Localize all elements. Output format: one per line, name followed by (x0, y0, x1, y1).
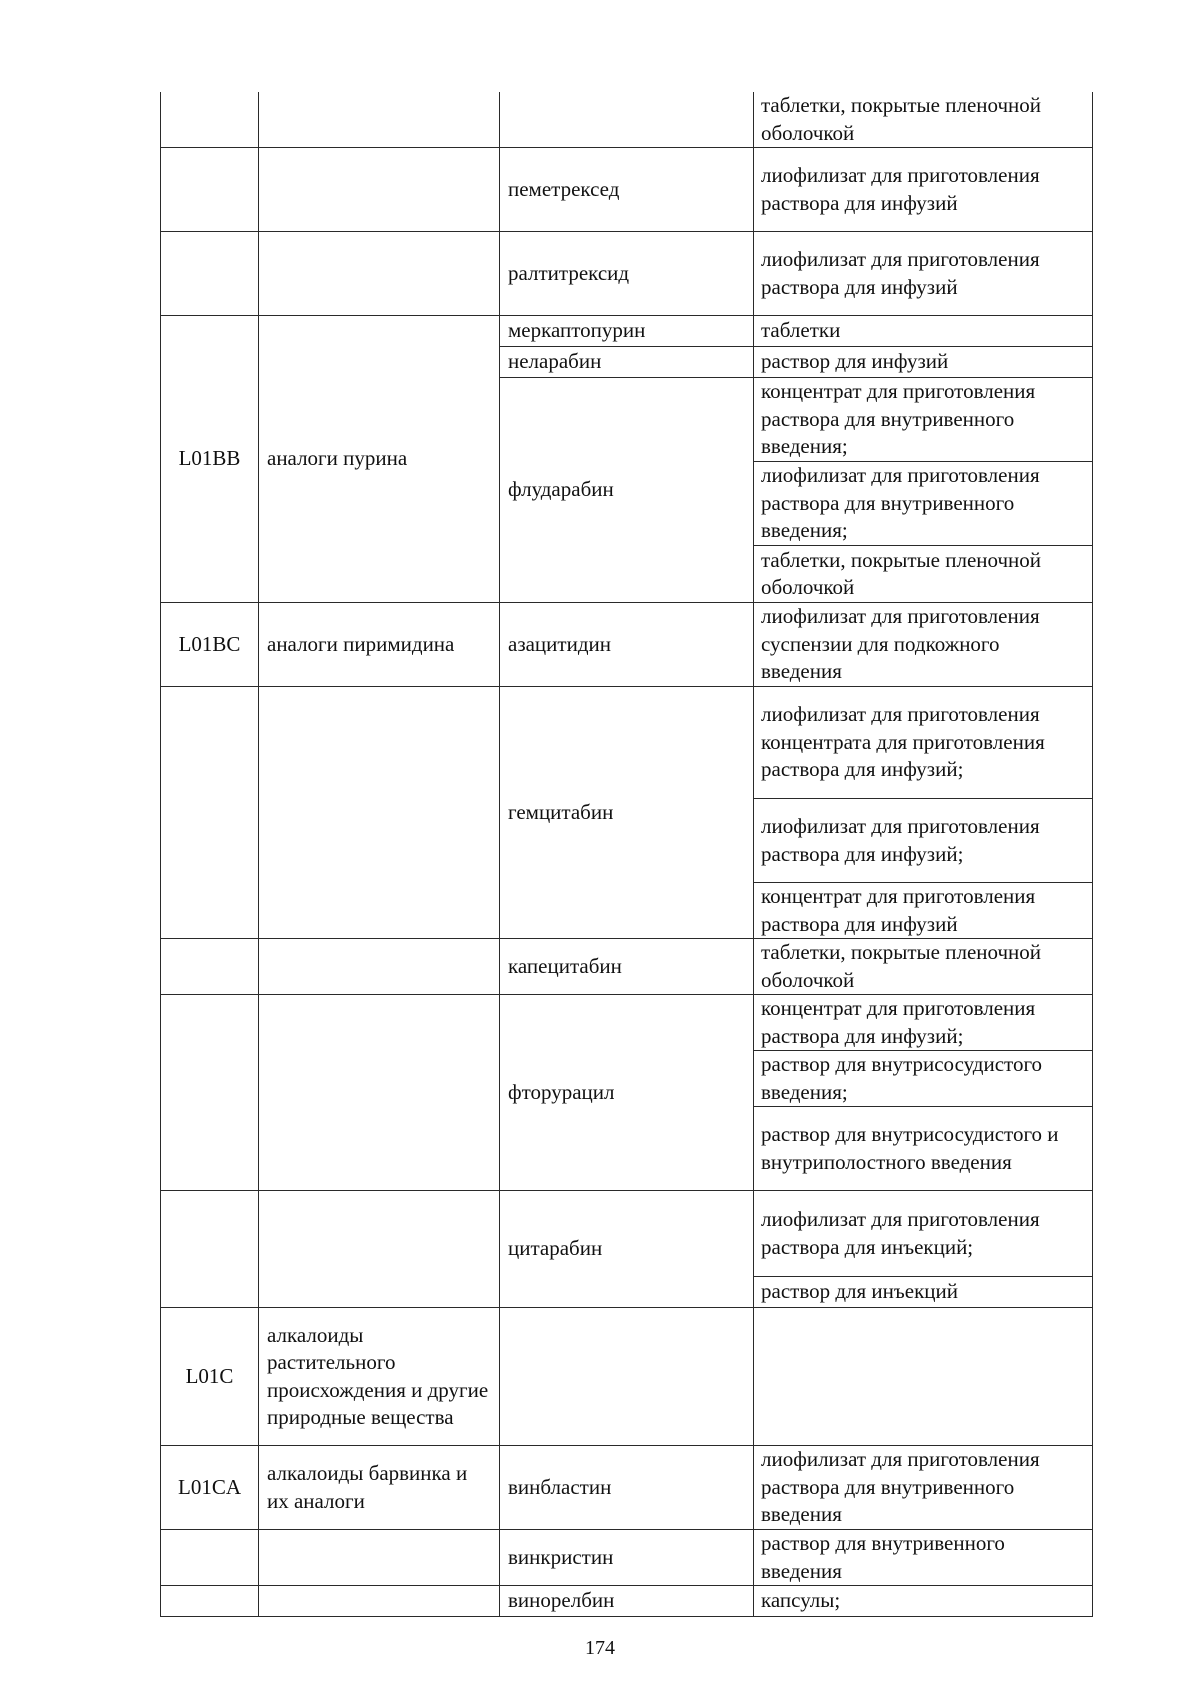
form-cell: лиофилизат для приготовления раствора для инфузий (754, 148, 1093, 232)
drug-cell: пеметрексед (500, 148, 754, 232)
atc-code-cell (161, 1191, 259, 1308)
table-row (161, 232, 1093, 316)
atc-code-cell: L01C (161, 1308, 259, 1446)
table-row (161, 1530, 1093, 1586)
group-cell (259, 1586, 500, 1617)
form-cell: таблетки, покрытые пленочной оболочкой (754, 939, 1093, 995)
group-cell: аналоги пиримидина (259, 603, 500, 687)
group-cell: алкалоиды растительного происхождения и другие природные вещества (259, 1308, 500, 1446)
atc-code-cell: L01BB (161, 316, 259, 603)
group-cell: аналоги пурина (259, 316, 500, 603)
drug-cell: гемцитабин (500, 687, 754, 939)
drug-cell (500, 1308, 754, 1446)
group-cell (259, 687, 500, 939)
form-cell: капсулы; (754, 1586, 1093, 1617)
form-cell (754, 1308, 1093, 1446)
table-row (161, 939, 1093, 995)
table-row (161, 1446, 1093, 1530)
form-cell: раствор для инфузий (754, 347, 1093, 378)
table-row (161, 148, 1093, 232)
atc-code-cell (161, 939, 259, 995)
drug-cell: винкристин (500, 1530, 754, 1586)
table-row (161, 1586, 1093, 1617)
table-row (161, 1308, 1093, 1446)
form-cell: лиофилизат для приготовления раствора для внутривенного введения; (754, 462, 1093, 546)
atc-code-cell (161, 1586, 259, 1617)
drug-cell: капецитабин (500, 939, 754, 995)
group-cell (259, 148, 500, 232)
atc-code-cell (161, 995, 259, 1191)
drug-cell: винбластин (500, 1446, 754, 1530)
drug-cell (500, 92, 754, 148)
form-cell: раствор для внутривенного введения (754, 1530, 1093, 1586)
group-cell (259, 1191, 500, 1308)
form-cell: концентрат для приготовления раствора для инфузий; (754, 995, 1093, 1051)
atc-code-cell (161, 232, 259, 316)
form-cell: лиофилизат для приготовления суспензии для подкожного введения (754, 603, 1093, 687)
form-cell: лиофилизат для приготовления раствора для инъекций; (754, 1191, 1093, 1277)
form-cell: раствор для инъекций (754, 1277, 1093, 1308)
group-cell (259, 1530, 500, 1586)
drug-cell: меркаптопурин (500, 316, 754, 347)
table-row (161, 92, 1093, 148)
form-cell: лиофилизат для приготовления раствора для инфузий; (754, 799, 1093, 883)
atc-code-cell: L01BC (161, 603, 259, 687)
form-cell: раствор для внутрисосудистого и внутриполостного введения (754, 1107, 1093, 1191)
drug-cell: флударабин (500, 378, 754, 603)
page-number: 174 (585, 1637, 615, 1659)
drug-cell: азацитидин (500, 603, 754, 687)
form-cell: лиофилизат для приготовления раствора для инфузий (754, 232, 1093, 316)
drug-cell: фторурацил (500, 995, 754, 1191)
drug-cell: неларабин (500, 347, 754, 378)
atc-code-cell (161, 148, 259, 232)
form-cell: таблетки, покрытые пленочной оболочкой (754, 92, 1093, 148)
group-cell (259, 939, 500, 995)
atc-code-cell: L01CA (161, 1446, 259, 1530)
form-cell: концентрат для приготовления раствора для внутривенного введения; (754, 378, 1093, 462)
table-row (161, 687, 1093, 799)
form-cell: лиофилизат для приготовления раствора для внутривенного введения (754, 1446, 1093, 1530)
table-row (161, 995, 1093, 1051)
drug-cell: винорелбин (500, 1586, 754, 1617)
group-cell (259, 995, 500, 1191)
table-row (161, 603, 1093, 687)
atc-code-cell (161, 1530, 259, 1586)
drug-table (160, 92, 1093, 1617)
group-cell: алкалоиды барвинка и их аналоги (259, 1446, 500, 1530)
form-cell: концентрат для приготовления раствора для инфузий (754, 883, 1093, 939)
form-cell: раствор для внутрисосудистого введения; (754, 1051, 1093, 1107)
atc-code-cell (161, 687, 259, 939)
form-cell: таблетки (754, 316, 1093, 347)
drug-cell: цитарабин (500, 1191, 754, 1308)
table-row (161, 316, 1093, 347)
group-cell (259, 92, 500, 148)
table-row (161, 1191, 1093, 1277)
drug-cell: ралтитрексид (500, 232, 754, 316)
atc-code-cell (161, 92, 259, 148)
form-cell: лиофилизат для приготовления концентрата для приготовления раствора для инфузий; (754, 687, 1093, 799)
group-cell (259, 232, 500, 316)
form-cell: таблетки, покрытые пленочной оболочкой (754, 546, 1093, 603)
